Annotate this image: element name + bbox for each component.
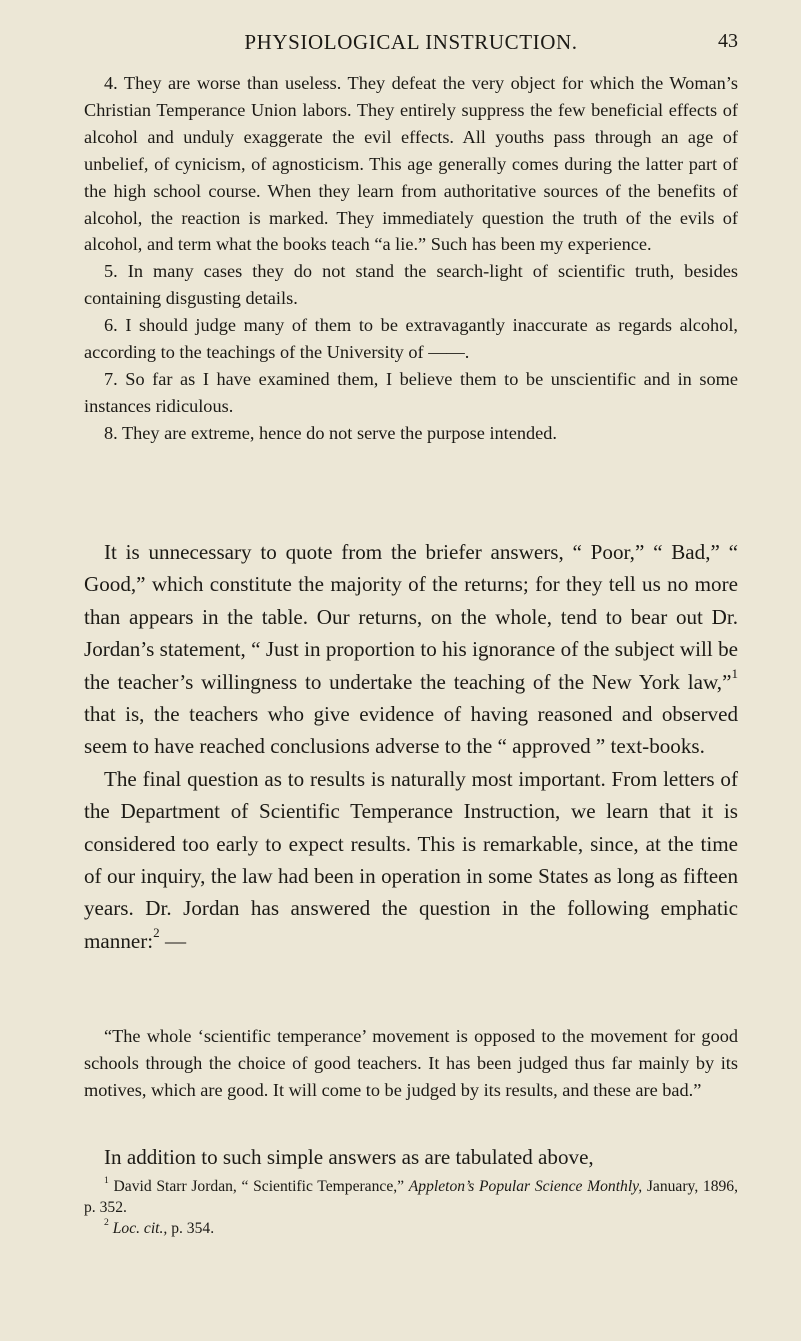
reply-item: 5. In many cases they do not stand the search-light of scientific truth, besides containing disgusting details. [84,261,738,309]
footnote-title: Loc. cit., [112,1220,168,1237]
footnote-text: David Starr Jordan, “ Scientific Temperance,” [108,1178,409,1195]
paragraph-text: that is, the teachers who give evidence of having reasoned and observed seem to have reached conclusions adverse to the “ approved ” text-books. [84,702,738,759]
reply-item: 8. They are extreme, hence do not serve the purpose intended. [104,422,557,443]
footnote-marker: 2 [104,1216,109,1228]
reply-item: 6. I should judge many of them to be extravagantly inaccurate as regards alcohol, according to the teachings of the University of ——. [84,315,738,363]
paragraph-text: — [159,928,187,953]
running-title: PHYSIOLOGICAL INSTRUCTION. [244,30,578,54]
paragraph-text: It is unnecessary to quote from the briefer answers, “ Poor,” “ Bad,” “ Good,” which constitute the majority of the returns; for they tell us no more than appears in the table. Our returns, on the whole, tend to bear out Dr. Jordan’s statement, “ Just in proportion to his ignorance of the subject will be the teacher’s willingness to undertake the teaching of the New York law,” [84,540,738,694]
numbered-replies [84,70,738,447]
body-text [84,536,738,957]
body-paragraph [84,763,738,957]
footnote-ref: 1 [731,665,738,681]
reply-item: 4. They are worse than useless. They defeat the very object for which the Woman’s Christian Temperance Union labors. They entirely suppress the few beneficial effects of alcohol and unduly exaggerate the evil effects. All youths pass through an age of unbelief, of cynicism, of agnosticism. This age generally comes during the latter part of the high school course. When they learn from authoritative sources of the benefits of alcohol, the reaction is marked. They immediately question the truth of the evils of alcohol, and term what the books teach “a lie.” Such has been my experience. [84,73,738,255]
page-number: 43 [718,30,738,52]
footnote-text: p. 354. [167,1220,215,1237]
body-paragraph [84,536,738,763]
quotation-text: “The whole ‘scientific temperance’ movement is opposed to the movement for good schools through the choice of good teachers. It has been judged thus far mainly by its motives, which are good. It will come to be judged by its results, and these are bad.” [84,1026,738,1100]
running-head [84,30,738,54]
footnote-marker: 1 [104,1174,109,1186]
body-paragraph: In addition to such simple answers as are tabulated above, [104,1145,594,1169]
footnote-text: January, 1896, p. 352. [84,1178,738,1216]
footnote-title: Appleton’s Popular Science Monthly, [408,1178,643,1195]
block-quotation [84,1023,738,1104]
footnote-ref: 2 [153,925,160,941]
footnote [84,1218,738,1239]
footnotes [84,1176,738,1239]
paragraph-text: The final question as to results is naturally most important. From letters of the Department of Scientific Temperance Instruction, we learn that it is considered too early to expect results. This is remarkable, since, at the time of our inquiry, the law had been in operation in some States as long as fifteen years. Dr. Jordan has answered the question in the following emphatic manner: [84,766,738,953]
footnote [84,1176,738,1218]
reply-item: 7. So far as I have examined them, I believe them to be unscientific and in some instances ridiculous. [84,368,738,416]
body-text-continued [84,1141,738,1173]
